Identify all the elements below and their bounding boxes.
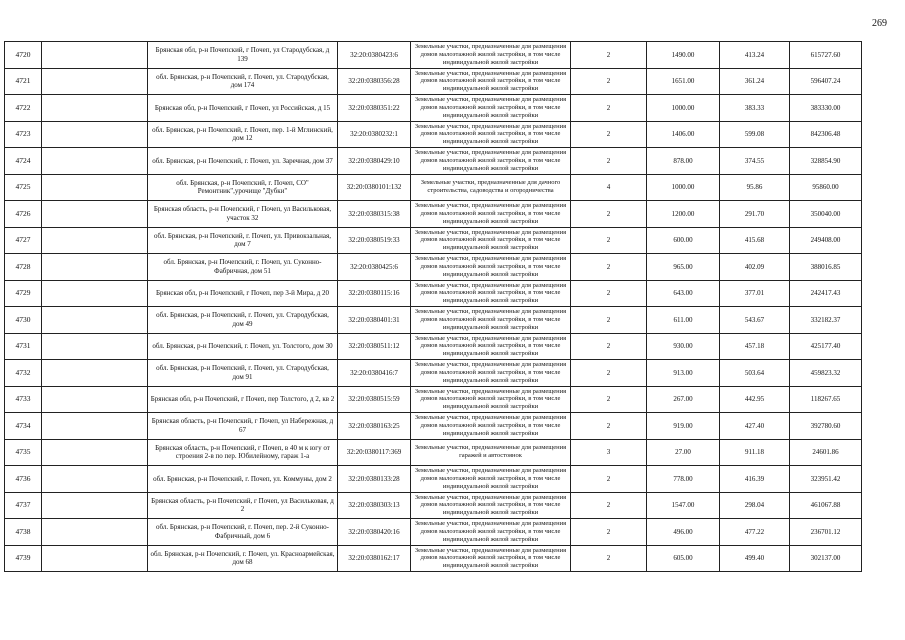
specific-value: 402.09 [720,254,790,281]
area: 965.00 [647,254,720,281]
record-number: 4738 [5,519,42,546]
record-number: 4734 [5,413,42,440]
address: обл. Брянская, р-н Почепский, г. Почеп, ул. Заречная, дом 37 [148,148,338,175]
permitted-use: Земельные участки, предназначенные для размещения домов малоэтажной жилой застройки, в том числе индивидуальной жилой застройки [411,227,571,254]
specific-value: 442.95 [720,386,790,413]
permitted-use: Земельные участки, предназначенные для размещения домов малоэтажной жилой застройки, в том числе индивидуальной жилой застройки [411,545,571,572]
group-code: 2 [571,360,647,387]
permitted-use: Земельные участки, предназначенные для размещения домов малоэтажной жилой застройки, в том числе индивидуальной жилой застройки [411,280,571,307]
area: 1000.00 [647,95,720,122]
empty-cell [42,254,148,281]
cadastral-value: 242417.43 [790,280,862,307]
cadastral-number: 32:20:0380315:38 [338,201,411,228]
cadastral-value: 302137.00 [790,545,862,572]
cadastral-number: 32:20:0380515:59 [338,386,411,413]
cadastral-value: 236701.12 [790,519,862,546]
record-number: 4737 [5,492,42,519]
empty-cell [42,333,148,360]
address: обл. Брянская, р-н Почепский, г. Почеп, ул. Стародубская, дом 49 [148,307,338,334]
permitted-use: Земельные участки, предназначенные для дачного строительства, садоводства и огородничества [411,174,571,201]
area: 1200.00 [647,201,720,228]
group-code: 2 [571,280,647,307]
address: обл. Брянская, р-н Почепский, г. Почеп, пер. 2-й Суконно-Фабричный, дом 6 [148,519,338,546]
group-code: 2 [571,333,647,360]
permitted-use: Земельные участки, предназначенные для размещения домов малоэтажной жилой застройки, в том числе индивидуальной жилой застройки [411,148,571,175]
cadastral-value: 350040.00 [790,201,862,228]
cadastral-number: 32:20:0380351:22 [338,95,411,122]
record-number: 4729 [5,280,42,307]
area: 778.00 [647,466,720,493]
cadastral-value: 392780.60 [790,413,862,440]
cadastral-value: 328854.90 [790,148,862,175]
area: 611.00 [647,307,720,334]
specific-value: 377.01 [720,280,790,307]
table-row [5,68,862,95]
address: обл. Брянская, р-н Почепский, г. Почеп, ул. Толстого, дом 30 [148,333,338,360]
record-number: 4735 [5,439,42,466]
specific-value: 291.70 [720,201,790,228]
specific-value: 416.39 [720,466,790,493]
area: 1490.00 [647,42,720,69]
area: 496.00 [647,519,720,546]
group-code: 2 [571,413,647,440]
specific-value: 413.24 [720,42,790,69]
cadastral-value: 332182.37 [790,307,862,334]
address: обл. Брянская, р-н Почепский, г. Почеп, ул. Красноармейская, дом 68 [148,545,338,572]
specific-value: 503.64 [720,360,790,387]
specific-value: 427.40 [720,413,790,440]
cadastral-number: 32:20:0380356:28 [338,68,411,95]
group-code: 2 [571,201,647,228]
specific-value: 599.08 [720,121,790,148]
cadastral-number: 32:20:0380401:31 [338,307,411,334]
empty-cell [42,307,148,334]
address: обл. Брянская, р-н Почепский, г. Почеп, пер. 1-й Мглинский, дом 12 [148,121,338,148]
group-code: 2 [571,121,647,148]
empty-cell [42,148,148,175]
table-row [5,307,862,334]
address: Брянская область, р-н Почепский, г Почеп, ул Набережная, д 67 [148,413,338,440]
cadastral-number: 32:20:0380420:16 [338,519,411,546]
address: обл. Брянская, р-н Почепский, г. Почеп, ул. Привокзальная, дом 7 [148,227,338,254]
area: 1406.00 [647,121,720,148]
area: 643.00 [647,280,720,307]
empty-cell [42,386,148,413]
table-row [5,545,862,572]
permitted-use: Земельные участки, предназначенные для размещения домов малоэтажной жилой застройки, в том числе индивидуальной жилой застройки [411,68,571,95]
address: Брянская обл, р-н Почепский, г Почеп, пер Толстого, д 2, кв 2 [148,386,338,413]
table-row [5,519,862,546]
cadastral-value: 323951.42 [790,466,862,493]
specific-value: 911.18 [720,439,790,466]
permitted-use: Земельные участки, предназначенные для размещения домов малоэтажной жилой застройки, в том числе индивидуальной жилой застройки [411,254,571,281]
table-row [5,121,862,148]
permitted-use: Земельные участки, предназначенные для размещения гаражей и автостоянок [411,439,571,466]
cadastral-number: 32:20:0380303:13 [338,492,411,519]
land-registry-table [4,41,862,572]
group-code: 2 [571,519,647,546]
permitted-use: Земельные участки, предназначенные для размещения домов малоэтажной жилой застройки, в том числе индивидуальной жилой застройки [411,95,571,122]
empty-cell [42,413,148,440]
record-number: 4731 [5,333,42,360]
table-row [5,333,862,360]
empty-cell [42,466,148,493]
table-row [5,413,862,440]
cadastral-number: 32:20:0380115:16 [338,280,411,307]
address: Брянская область, р-н Почепский, г Почеп, в 40 м к югу от строения 2-в по пер. Юбилейному, гараж 1-а [148,439,338,466]
empty-cell [42,439,148,466]
empty-cell [42,519,148,546]
empty-cell [42,201,148,228]
record-number: 4730 [5,307,42,334]
address: Брянская обл, р-н Почепский, г Почеп, ул Стародубская, д 139 [148,42,338,69]
address: Брянская область, р-н Почепский, г Почеп, ул Васильковая, участок 32 [148,201,338,228]
specific-value: 298.04 [720,492,790,519]
empty-cell [42,492,148,519]
permitted-use: Земельные участки, предназначенные для размещения домов малоэтажной жилой застройки, в том числе индивидуальной жилой застройки [411,492,571,519]
cadastral-number: 32:20:0380117:369 [338,439,411,466]
cadastral-number: 32:20:0380101:132 [338,174,411,201]
cadastral-value: 615727.60 [790,42,862,69]
cadastral-number: 32:20:0380133:28 [338,466,411,493]
table-row [5,466,862,493]
area: 600.00 [647,227,720,254]
cadastral-value: 249408.00 [790,227,862,254]
group-code: 2 [571,545,647,572]
group-code: 2 [571,95,647,122]
cadastral-number: 32:20:0380416:7 [338,360,411,387]
page-number: 269 [872,18,887,29]
area: 930.00 [647,333,720,360]
area: 878.00 [647,148,720,175]
table-row [5,360,862,387]
permitted-use: Земельные участки, предназначенные для размещения домов малоэтажной жилой застройки, в том числе индивидуальной жилой застройки [411,386,571,413]
cadastral-value: 425177.40 [790,333,862,360]
area: 27.00 [647,439,720,466]
empty-cell [42,280,148,307]
permitted-use: Земельные участки, предназначенные для размещения домов малоэтажной жилой застройки, в том числе индивидуальной жилой застройки [411,413,571,440]
permitted-use: Земельные участки, предназначенные для размещения домов малоэтажной жилой застройки, в том числе индивидуальной жилой застройки [411,307,571,334]
specific-value: 415.68 [720,227,790,254]
specific-value: 543.67 [720,307,790,334]
cadastral-value: 118267.65 [790,386,862,413]
record-number: 4724 [5,148,42,175]
empty-cell [42,174,148,201]
empty-cell [42,360,148,387]
cadastral-number: 32:20:0380519:33 [338,227,411,254]
specific-value: 383.33 [720,95,790,122]
record-number: 4728 [5,254,42,281]
cadastral-number: 32:20:0380232:1 [338,121,411,148]
table-row [5,227,862,254]
table-row [5,42,862,69]
group-code: 2 [571,227,647,254]
empty-cell [42,227,148,254]
specific-value: 374.55 [720,148,790,175]
record-number: 4720 [5,42,42,69]
empty-cell [42,95,148,122]
table-row [5,386,862,413]
cadastral-value: 383330.00 [790,95,862,122]
address: обл. Брянская, р-н Почепский, г. Почеп, ул. Суконно-Фабричная, дом 51 [148,254,338,281]
record-number: 4725 [5,174,42,201]
table-row [5,95,862,122]
area: 605.00 [647,545,720,572]
group-code: 4 [571,174,647,201]
record-number: 4739 [5,545,42,572]
permitted-use: Земельные участки, предназначенные для размещения домов малоэтажной жилой застройки, в том числе индивидуальной жилой застройки [411,333,571,360]
area: 1547.00 [647,492,720,519]
permitted-use: Земельные участки, предназначенные для размещения домов малоэтажной жилой застройки, в том числе индивидуальной жилой застройки [411,519,571,546]
record-number: 4736 [5,466,42,493]
address: Брянская обл, р-н Почепский, г Почеп, пер 3-й Мира, д 20 [148,280,338,307]
address: обл. Брянская, р-н Почепский, г. Почеп, ул. Коммуны, дом 2 [148,466,338,493]
group-code: 2 [571,42,647,69]
address: обл. Брянская, р-н Почепский, г. Почеп, ул. Стародубская, дом 174 [148,68,338,95]
group-code: 2 [571,254,647,281]
cadastral-number: 32:20:0380511:12 [338,333,411,360]
cadastral-value: 388016.85 [790,254,862,281]
area: 1651.00 [647,68,720,95]
cadastral-number: 32:20:0380162:17 [338,545,411,572]
area: 267.00 [647,386,720,413]
specific-value: 477.22 [720,519,790,546]
address: Брянская область, р-н Почепский, г Почеп, ул Васильковая, д 2 [148,492,338,519]
record-number: 4727 [5,227,42,254]
table-row [5,492,862,519]
group-code: 2 [571,386,647,413]
group-code: 2 [571,68,647,95]
group-code: 2 [571,148,647,175]
table-row [5,201,862,228]
permitted-use: Земельные участки, предназначенные для размещения домов малоэтажной жилой застройки, в том числе индивидуальной жилой застройки [411,42,571,69]
specific-value: 361.24 [720,68,790,95]
table-row [5,174,862,201]
cadastral-value: 842306.48 [790,121,862,148]
table-row [5,254,862,281]
cadastral-number: 32:20:0380423:6 [338,42,411,69]
area: 919.00 [647,413,720,440]
cadastral-number: 32:20:0380429:10 [338,148,411,175]
empty-cell [42,121,148,148]
empty-cell [42,545,148,572]
record-number: 4733 [5,386,42,413]
area: 1000.00 [647,174,720,201]
cadastral-number: 32:20:0380163:25 [338,413,411,440]
table-row [5,280,862,307]
specific-value: 95.86 [720,174,790,201]
permitted-use: Земельные участки, предназначенные для размещения домов малоэтажной жилой застройки, в том числе индивидуальной жилой застройки [411,466,571,493]
empty-cell [42,68,148,95]
record-number: 4722 [5,95,42,122]
record-number: 4732 [5,360,42,387]
permitted-use: Земельные участки, предназначенные для размещения домов малоэтажной жилой застройки, в том числе индивидуальной жилой застройки [411,201,571,228]
specific-value: 499.40 [720,545,790,572]
cadastral-value: 596407.24 [790,68,862,95]
address: Брянская обл, р-н Почепский, г Почеп, ул Российская, д 15 [148,95,338,122]
record-number: 4726 [5,201,42,228]
record-number: 4723 [5,121,42,148]
group-code: 2 [571,466,647,493]
permitted-use: Земельные участки, предназначенные для размещения домов малоэтажной жилой застройки, в том числе индивидуальной жилой застройки [411,360,571,387]
empty-cell [42,42,148,69]
cadastral-number: 32:20:0380425:6 [338,254,411,281]
cadastral-value: 24601.86 [790,439,862,466]
table-row [5,439,862,466]
cadastral-value: 95860.00 [790,174,862,201]
group-code: 2 [571,307,647,334]
cadastral-value: 459823.32 [790,360,862,387]
group-code: 2 [571,492,647,519]
group-code: 3 [571,439,647,466]
record-number: 4721 [5,68,42,95]
permitted-use: Земельные участки, предназначенные для размещения домов малоэтажной жилой застройки, в том числе индивидуальной жилой застройки [411,121,571,148]
address: обл. Брянская, р-н Почепский, г. Почеп, ул. Стародубская, дом 91 [148,360,338,387]
area: 913.00 [647,360,720,387]
address: обл. Брянская, р-н Почепский, г. Почеп, СО" Ремонтник",урочище "Дубки" [148,174,338,201]
specific-value: 457.18 [720,333,790,360]
table-row [5,148,862,175]
cadastral-value: 461067.88 [790,492,862,519]
